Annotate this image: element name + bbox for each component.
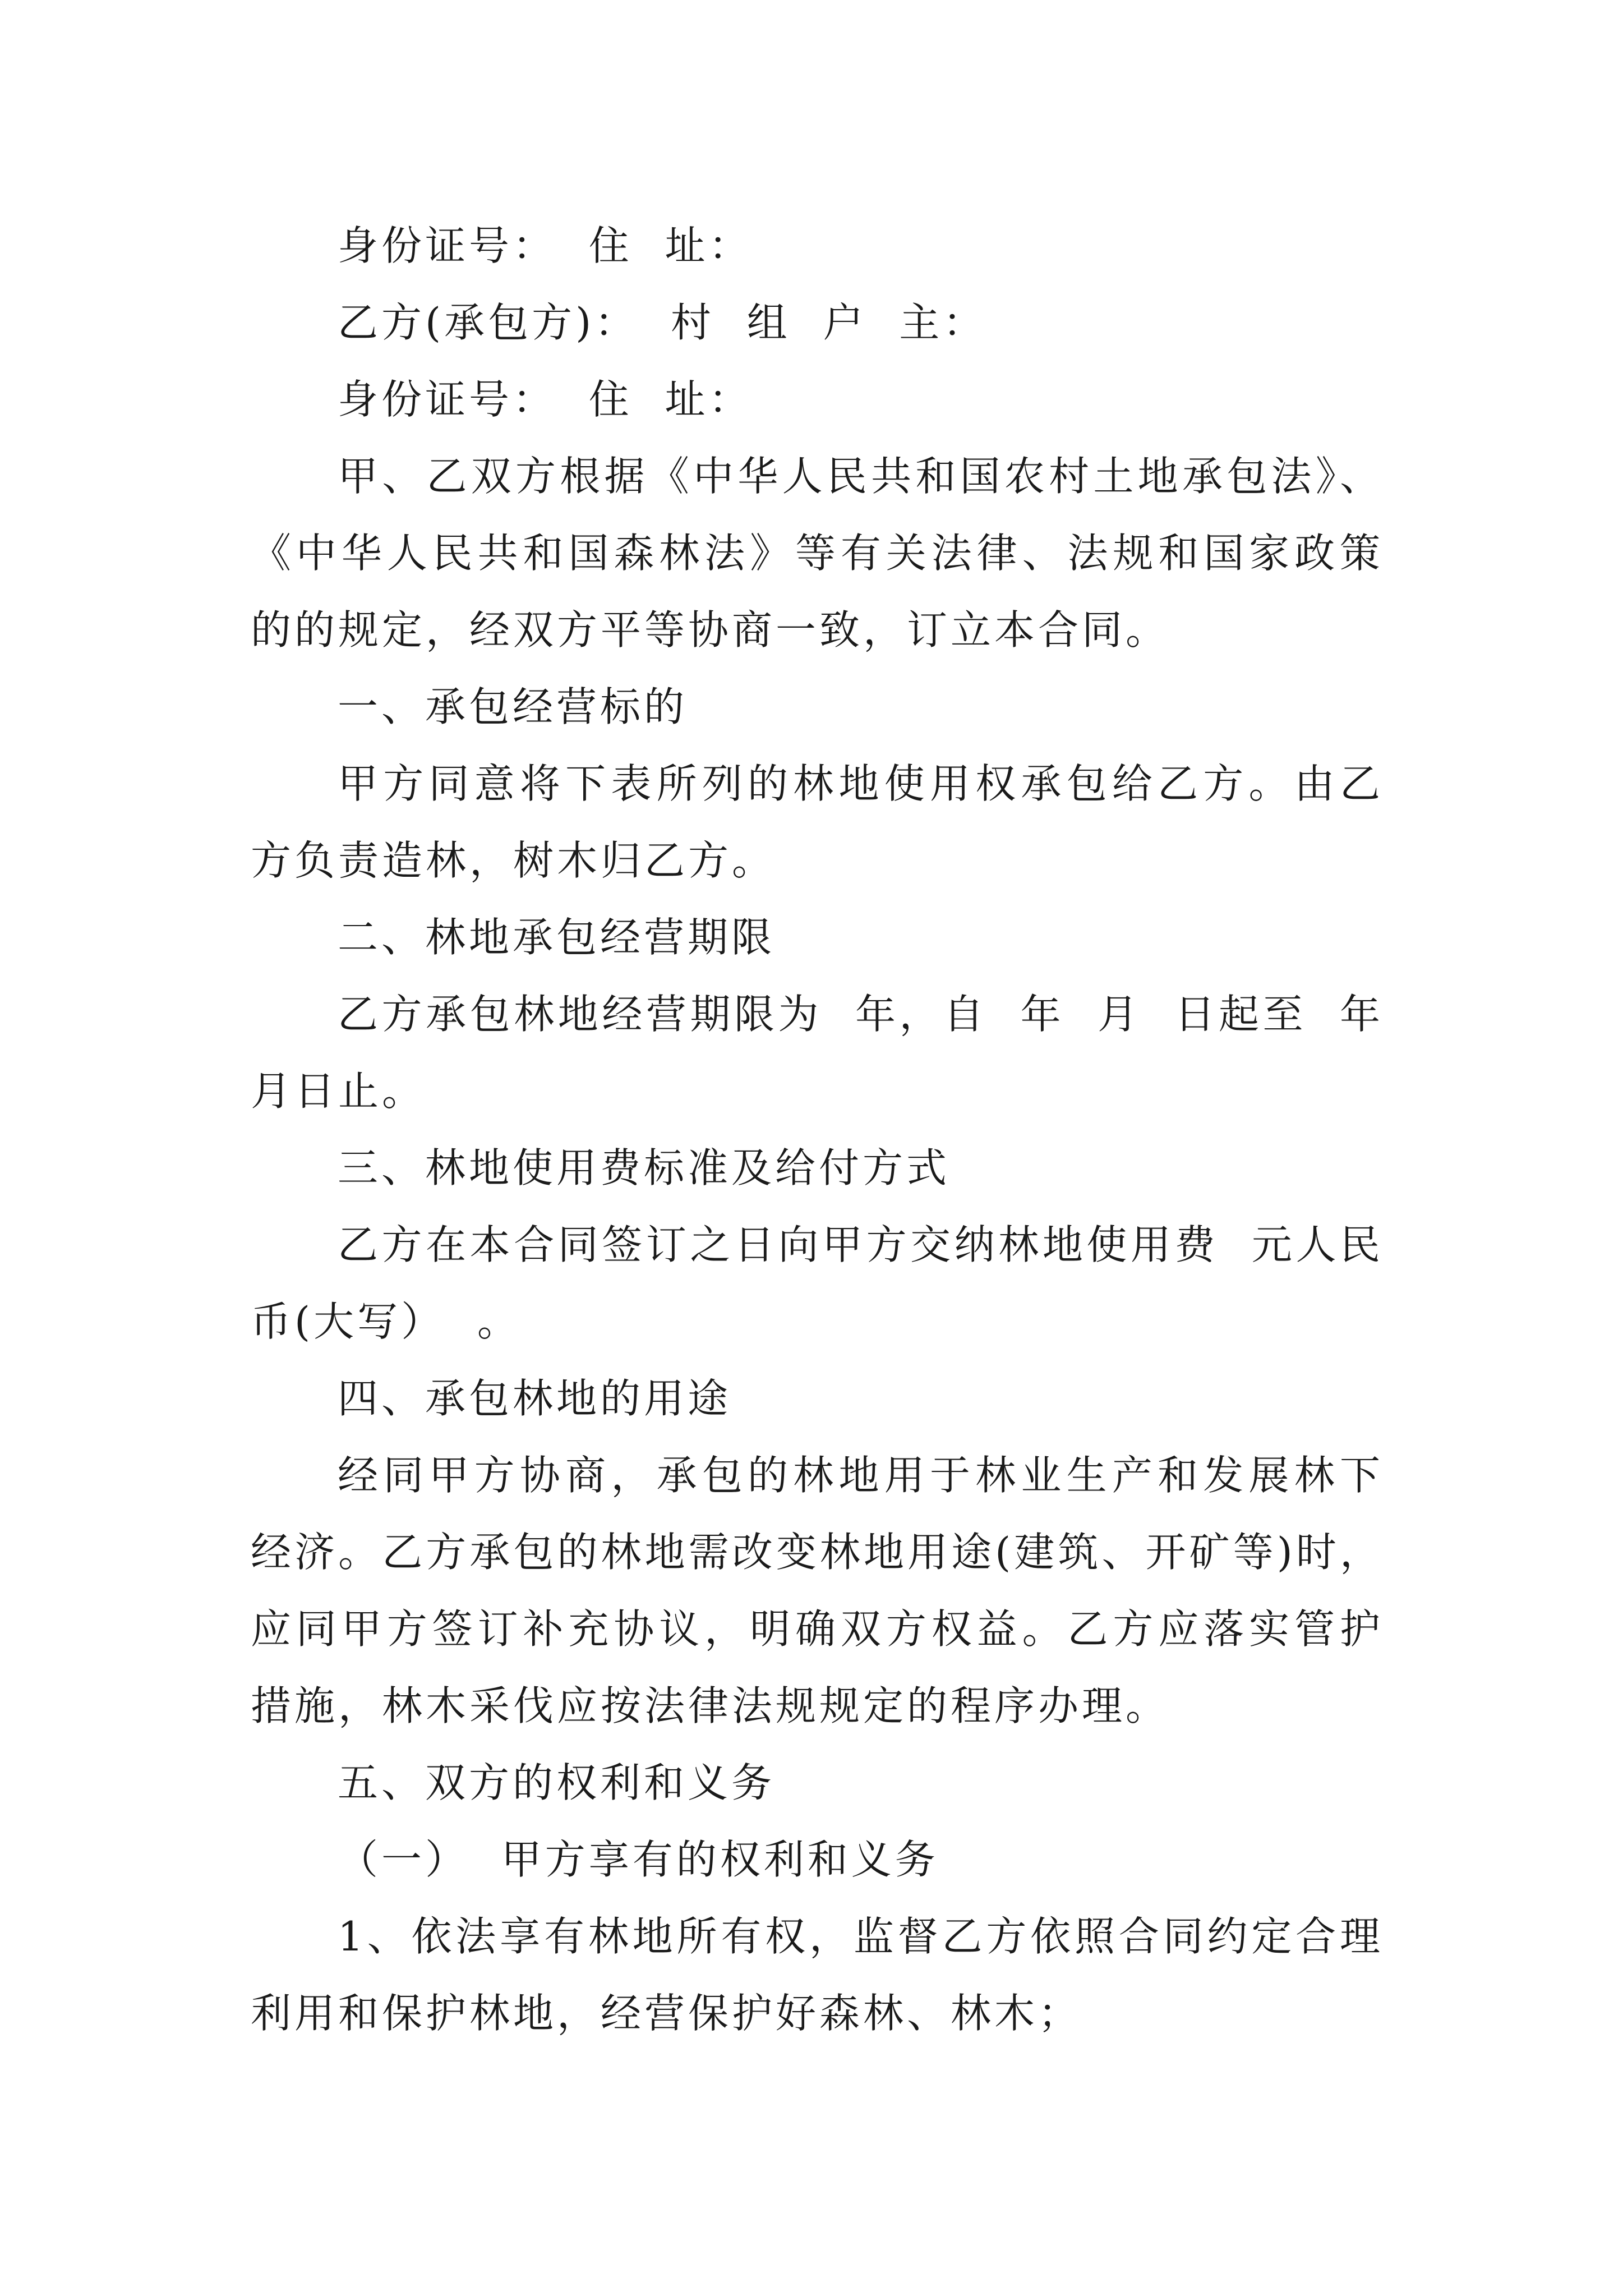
section-4-heading: 四、承包林地的用途 [338,1375,732,1422]
section-1-heading: 一、承包经营标的 [338,683,688,730]
section-5-item-1: 1、依法享有林地所有权，监督乙方依照合同约定合理利用和保护林地，经营保护好森林、林木； [251,1913,1384,2037]
document-body [251,208,1416,2052]
section-1-paragraph: 甲方同意将下表所列的林地使用权承包给乙方。由乙方负责造林，树木归乙方。 [251,760,1384,884]
section-4-paragraph: 经同甲方协商，承包的林地用于林业生产和发展林下经济。乙方承包的林地需改变林地用途(建筑、开矿等)时，应同甲方签订补充协议，明确双方权益。乙方应落实管护措施，林木采伐应按法律法规规定的程序办理。 [251,1452,1384,1729]
section-2-paragraph: 乙方承包林地经营期限为 年，自 年 月 日起至 年 月日止。 [251,991,1416,1115]
preamble-paragraph: 甲、乙双方根据《中华人民共和国农村土地承包法》、《中华人民共和国森林法》等有关法律、法规和国家政策的的规定，经双方平等协商一致，订立本合同。 [251,453,1384,654]
section-3-paragraph: 乙方在本合同签订之日向甲方交纳林地使用费 元人民币(大写） 。 [251,1221,1384,1345]
party-b-id-address-line: 身份证号： 住 址： [338,376,753,423]
section-3-heading: 三、林地使用费标准及给付方式 [338,1144,951,1191]
section-2-heading: 二、林地承包经营期限 [338,914,776,961]
party-a-id-address-line: 身份证号： 住 址： [338,222,753,269]
party-b-line: 乙方(承包方)： 村 组 户 主： [338,299,987,346]
section-5-heading: 五、双方的权利和义务 [338,1759,776,1806]
section-5-subheading-1: （一） 甲方享有的权利和义务 [338,1836,939,1883]
